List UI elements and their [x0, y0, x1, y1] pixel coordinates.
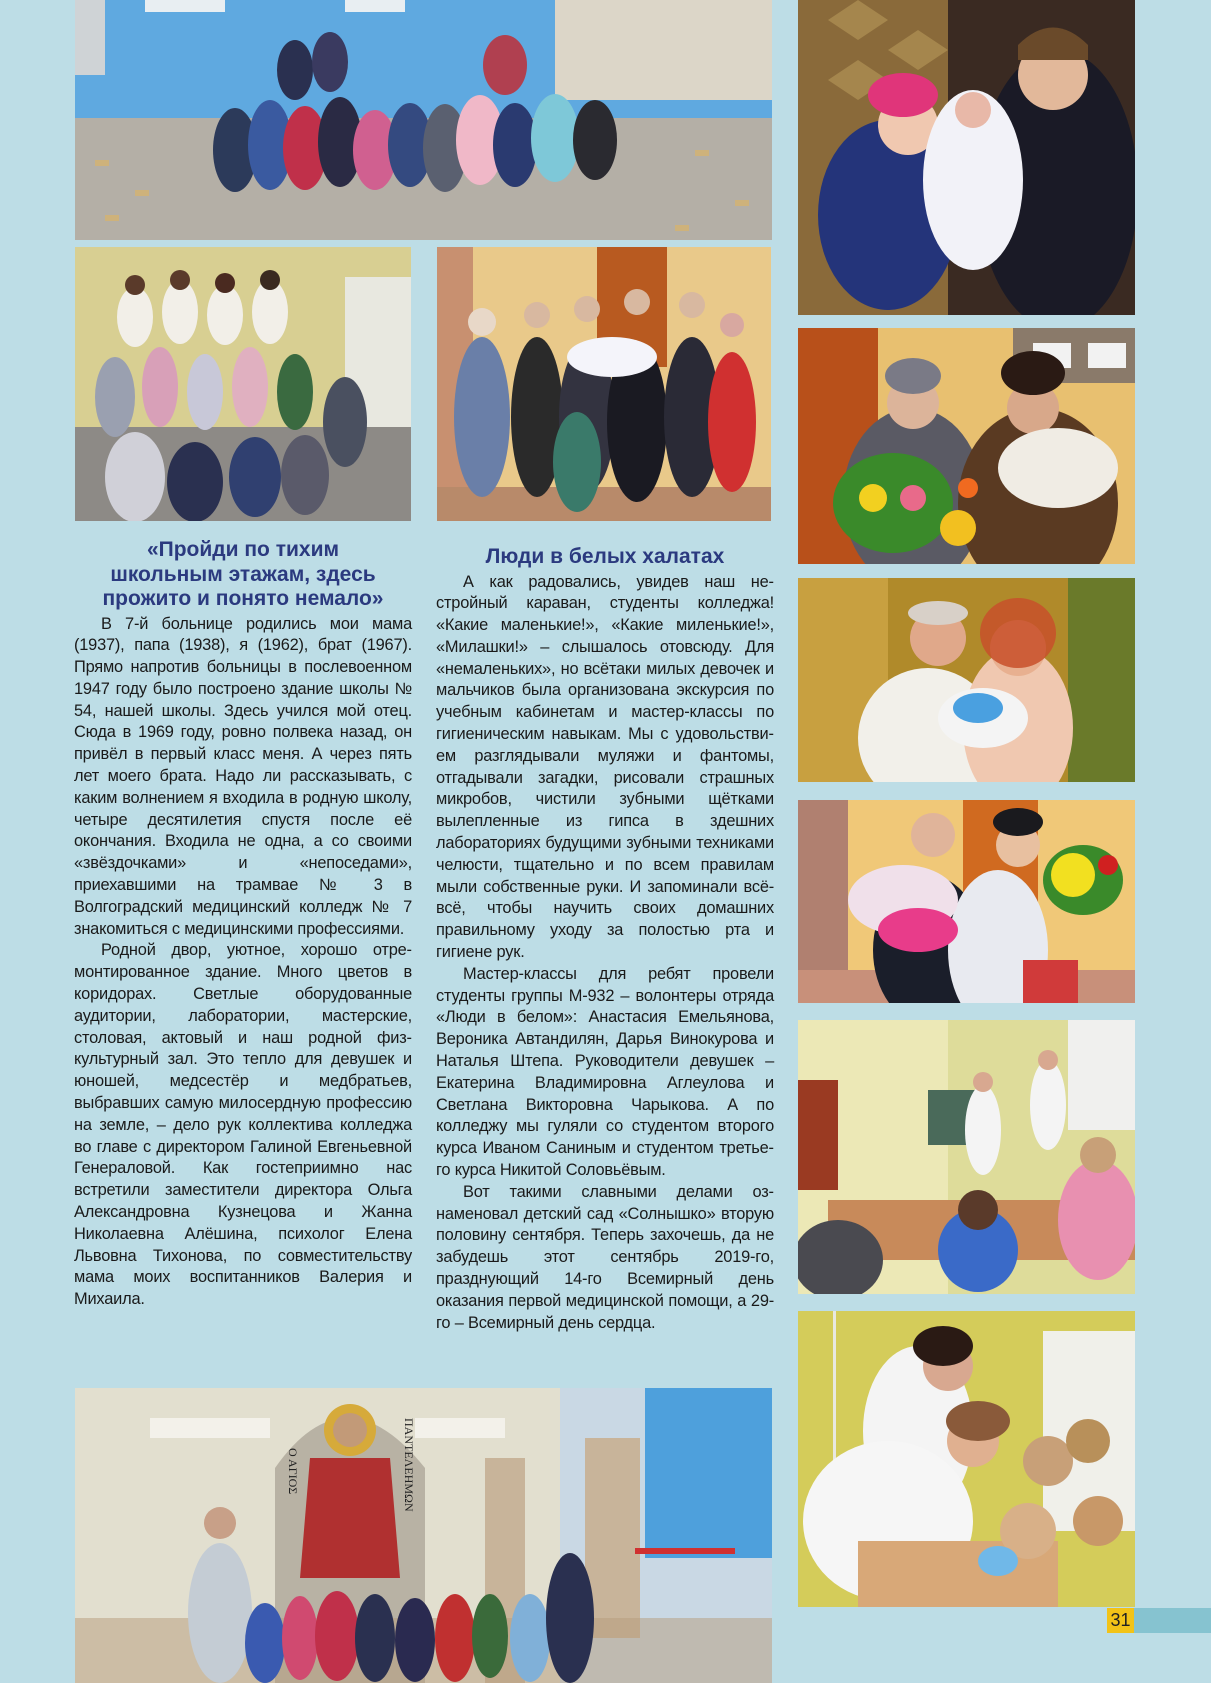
- article-column-1: [74, 538, 412, 1311]
- photo-girl-with-newborn: [798, 0, 1135, 315]
- page-number-bar: [1134, 1608, 1211, 1633]
- article-column-2: [436, 545, 774, 1334]
- photo-classroom-lesson: [798, 1020, 1135, 1294]
- page-number: 31: [1107, 1608, 1134, 1633]
- photo-family-with-newborn: [437, 247, 771, 521]
- icon-inscription-right: ΠΑΝΤΕΛΕΗΜΩΝ: [402, 1418, 416, 1512]
- article-paragraph: Родной двор, уютное, хорошо отремонтированное здание. Много цветов в коридорах. Светлые оборудованные аудитории, лаборатории, мастерские, столовая, актовый и наш родной физкультурный зал. Это тепло для девушек и юношей, медсестёр и медбратьев, выбравших самую милосердную профессию на земле, – дело рук коллектива колледжа во главе с директором Галиной Евгеньевной Генераловой. Как гостеприимно нас встретили заместители директора Ольга Александровна Кузнецова и Жанна Николаевна Алёшина, психолог Елена Львовна Тихонова, по совместительству мама моих воспитанников Валерия и Михаила.: [74, 941, 412, 1309]
- article-paragraph: Вот такими славными делами ознаменовал детский сад «Солнышко» вторую половину сентября. Теперь захочешь, да не забудешь этот сентябрь 2019-го, празднующий 14-го Всемирный день оказания первой медицинской помощи, а 29-го – Всемирный день сердца.: [436, 1182, 774, 1332]
- article-paragraph: В 7-й больнице родились мои мама (1937), папа (1938), я (1962), брат (1967). Прямо напротив больницы в послевоенном 1947 году было построено здание школы № 54, нашей школы. Здесь учился мой отец. Сюда в 1969 году, ровно полвека назад, он привёл в первый класс меня. А через пять лет моего брата. Надо ли рассказывать, с каким волнением я входила в родную школу, четыре десятилетия спустя после её окончания. Входила не одна, а со своими «звёздочками» и «непоседами», приехавшими на трамвае № 3 в Волгоградский медицинский колледж № 7 знакомиться с медицинскими профессиями.: [74, 614, 412, 938]
- photo-children-outside-building: [75, 0, 772, 240]
- photo-couple-with-flowers: [798, 328, 1135, 564]
- photo-nurses-with-children: [798, 1311, 1135, 1607]
- photo-couple-with-baby-pink: [798, 800, 1135, 1003]
- photo-couple-in-autumn: [798, 578, 1135, 782]
- article-paragraph: А как радовались, увидев наш нестройный караван, студенты колледжа! «Какие маленькие!», «Какие миленькие!», «Милашки!» – слышалось отовсюду. Для «немаленьких», но всётаки милых девочек и мальчиков была организована экскурсия по учебным кабинетам и мастер-классы по гигиеническим навыкам. Мы с удовольствием разглядывали муляжи и фантомы, отгадывали загадки, рисовали страшных микробов, чистили зубными щётками вылепленные из гипса в здешних лабораториях будущими зубными техниками челюсти, тщательно и по всем правилам мыли собственные руки. И запоминали всё-всё, чтобы научить своих домашних правильному уходу за полостью рта и гигиене рук.: [436, 572, 774, 962]
- icon-inscription-left: Ο ΑΓΙΟΣ: [286, 1448, 300, 1495]
- article-heading-people-in-white-coats: Люди в белых халатах: [485, 545, 725, 568]
- article-heading-school-floors: «Пройди по тихим школьным этажам, здесь прожито и понято немало»: [102, 538, 384, 610]
- article-paragraph: Мастер-классы для ребят провели студенты группы М-932 – волонтеры отряда «Люди в белом»: Анастасия Емельянова, Вероника Автандилян, Дарья Винокурова и Наталья Штепа. Руководители девушек – Екатерина Владимировна Аглеулова и Светлана Викторовна Чарыкова. А по колледжу мы гуляли со студентом второго курса Иваном Саниным и студентом третьего курса Никитой Соловьёвым.: [436, 964, 774, 1180]
- photo-kids-in-classroom: [75, 247, 411, 521]
- photo-children-at-church-icon: [75, 1388, 772, 1683]
